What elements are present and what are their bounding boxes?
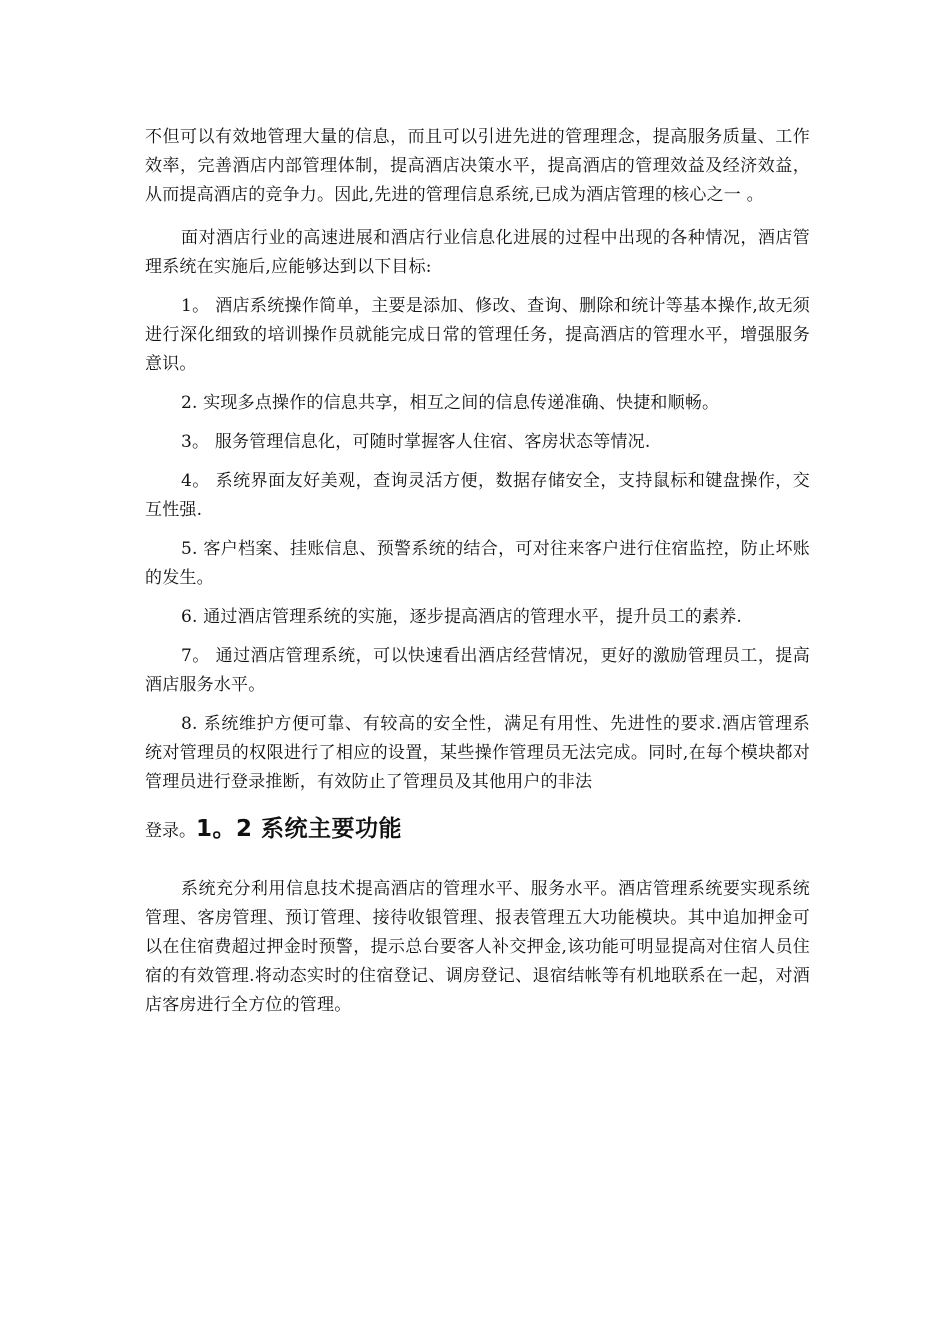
goal-item-2: 2. 实现多点操作的信息共享，相互之间的信息传递准确、快捷和顺畅。 [181,393,720,413]
goal-item-7: 7。 通过酒店管理系统，可以快速看出酒店经营情况，更好的激励管理员工，提高酒店服务水平。 [145,646,810,695]
goal-item-3: 3。 服务管理信息化，可随时掌握客人住宿、客房状态等情况. [181,432,651,452]
goal-item-8-tail: 登录。 [145,821,196,841]
section-heading-line [145,807,810,853]
document-page [145,123,810,1020]
intro-paragraph: 不但可以有效地管理大量的信息，而且可以引进先进的管理理念，提高服务质量、工作效率，完善酒店内部管理体制，提高酒店决策水平，提高酒店的管理效益及经济效益，从而提高酒店的竞争力。因此,先进的管理信息系统,已成为酒店管理的核心之一 。 [145,127,810,205]
functions-paragraph: 系统充分利用信息技术提高酒店的管理水平、服务水平。酒店管理系统要实现系统管理、客房管理、预订管理、接待收银管理、报表管理五大功能模块。其中追加押金可以在住宿费超过押金时预警，提示总台要客人补交押金,该功能可明显提高对住宿人员住宿的有效管理.将动态实时的住宿登记、调房登记、退宿结帐等有机地联系在一起，对酒店客房进行全方位的管理。 [145,879,810,1015]
goals-intro-paragraph: 面对酒店行业的高速进展和酒店行业信息化进展的过程中出现的各种情况，酒店管理系统在实施后,应能够达到以下目标: [145,228,810,277]
section-heading: 1。2 系统主要功能 [196,816,403,842]
goal-item-1: 1。 酒店系统操作简单，主要是添加、修改、查询、删除和统计等基本操作,故无须进行深化细致的培训操作员就能完成日常的管理任务，提高酒店的管理水平，增强服务意识。 [145,296,810,374]
goal-item-4: 4。 系统界面友好美观，查询灵活方便，数据存储安全，支持鼠标和键盘操作，交互性强. [145,471,810,520]
goal-item-8: 8. 系统维护方便可靠、有较高的安全性，满足有用性、先进性的要求.酒店管理系统对管理员的权限进行了相应的设置，某些操作管理员无法完成。同时,在每个模块都对管理员进行登录推断，有效防止了管理员及其他用户的非法 [145,714,810,792]
goal-item-5: 5. 客户档案、挂账信息、预警系统的结合，可对往来客户进行住宿监控，防止坏账的发生。 [145,539,810,588]
goal-item-6: 6. 通过酒店管理系统的实施，逐步提高酒店的管理水平，提升员工的素养. [181,607,743,627]
